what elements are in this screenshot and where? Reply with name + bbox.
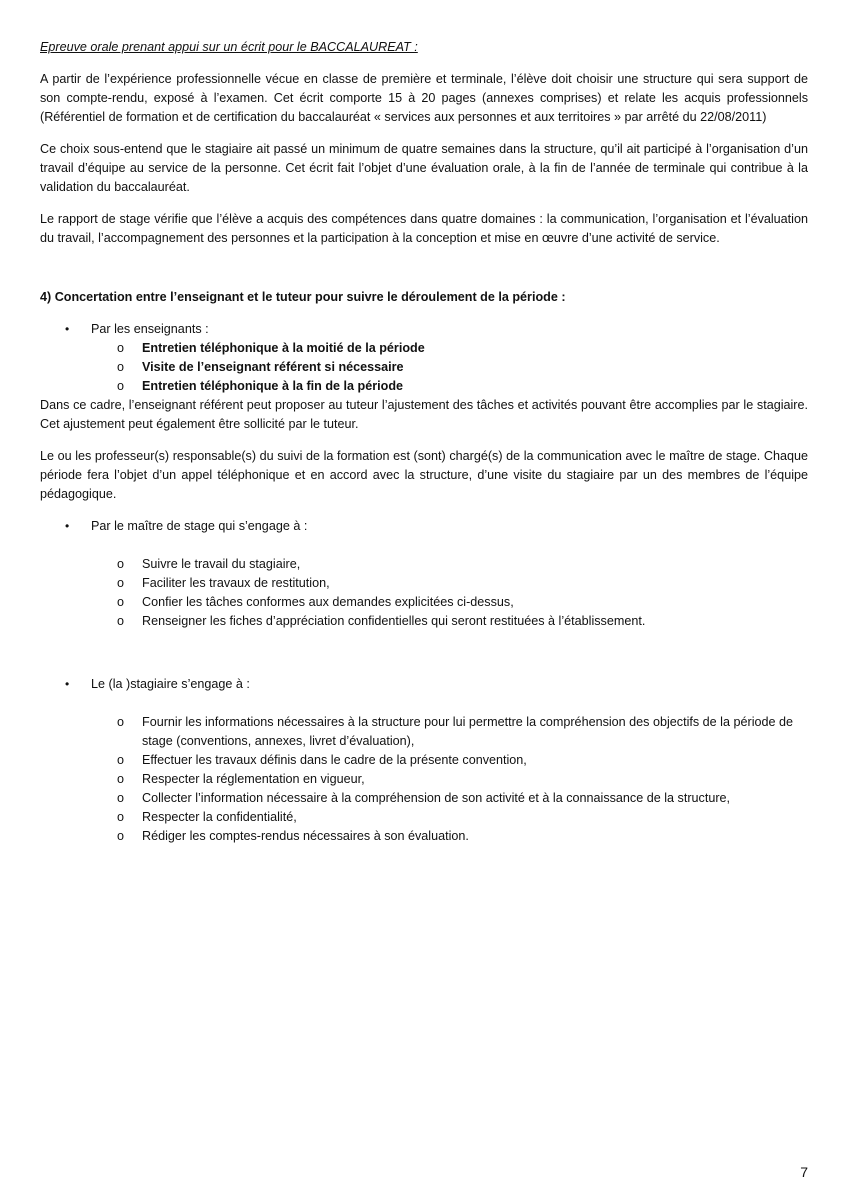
list-item: o Rédiger les comptes-rendus nécessaires à son évaluation. [117, 829, 469, 843]
tutor-list [40, 555, 808, 631]
paragraph-intro: A partir de l’expérience professionnelle vécue en classe de première et terminale, l’élève doit choisir une structure qui sera support de son compte-rendu, exposé à l’examen. Cet écrit comporte 15 à 20 pages (annexes comprises) et relate les acquis professionnels (Référentiel de formation et de certification du baccalauréat « services aux personnes et aux territoires » par arrêté du 22/08/2011) [40, 72, 808, 124]
page-content [40, 38, 808, 846]
bullet-symbol: • [65, 677, 70, 691]
list-item: o Respecter la confidentialité, [117, 810, 297, 824]
list-item: o Visite de l’enseignant référent si nécessaire [117, 360, 404, 374]
bullet-symbol: • [65, 519, 70, 533]
trainee-bullet [40, 675, 808, 694]
paragraph-report: Le rapport de stage vérifie que l’élève a acquis des compétences dans quatre domaines : la communication, l’organisation et l’évaluation du travail, l’accompagnement des personnes et la participation à la conception et mise en œuvre d’une activité de service. [40, 212, 808, 245]
list-item: o Entretien téléphonique à la moitié de la période [117, 341, 425, 355]
bullet-symbol: • [65, 322, 70, 336]
page-number: 7 [800, 1164, 808, 1180]
list-item: o Entretien téléphonique à la fin de la période [117, 379, 404, 393]
paragraph-professors: Le ou les professeur(s) responsable(s) du suivi de la formation est (sont) chargé(s) de la communication avec le maître de stage. Chaque période fera l’objet d’un appel téléphonique et en accord avec la structure, d’une visite du stagiaire par un des membres de l’équipe pédagogique. [40, 449, 808, 501]
list-item: o Faciliter les travaux de restitution, [117, 576, 330, 590]
oral-exam-heading: Epreuve orale prenant appui sur un écrit pour le BACCALAUREAT : [40, 40, 418, 54]
section-4-title: 4) Concertation entre l’enseignant et le tuteur pour suivre le déroulement de la période : [40, 290, 566, 304]
list-item: o Renseigner les fiches d’appréciation confidentielles qui seront restituées à l’établissement. [117, 614, 646, 628]
tutor-label: Par le maître de stage qui s’engage à : [91, 519, 308, 533]
list-item: o Respecter la réglementation en vigueur, [117, 772, 365, 786]
teachers-list [40, 339, 808, 396]
trainee-label: Le (la )stagiaire s’engage à : [91, 677, 250, 691]
teachers-bullet [40, 320, 808, 339]
list-item: o Fournir les informations nécessaires à la structure pour lui permettre la compréhension des objectifs de la période de stage (conventions, annexes, livret d’évaluation), [117, 715, 794, 748]
paragraph-adjustment: Dans ce cadre, l’enseignant référent peut proposer au tuteur l’ajustement des tâches et activités pouvant être accomplies par le stagiaire. Cet ajustement peut également être sollicité par le tuteur. [40, 398, 808, 431]
list-item: o Suivre le travail du stagiaire, [117, 557, 301, 571]
list-item: o Confier les tâches conformes aux demandes explicitées ci-dessus, [117, 595, 514, 609]
teachers-label: Par les enseignants : [91, 322, 209, 336]
tutor-bullet [40, 517, 808, 536]
paragraph-choice: Ce choix sous-entend que le stagiaire ait passé un minimum de quatre semaines dans la structure, qu’il ait participé à l’organisation d’un travail d’équipe au service de la personne. Cet écrit fait l’objet d’une évaluation orale, à la fin de l’année de terminale qui contribue à la validation du baccalauréat. [40, 142, 808, 194]
trainee-list [40, 713, 808, 846]
list-item: o Effectuer les travaux définis dans le cadre de la présente convention, [117, 753, 527, 767]
list-item: o Collecter l’information nécessaire à la compréhension de son activité et à la connaissance de la structure, [117, 791, 731, 805]
